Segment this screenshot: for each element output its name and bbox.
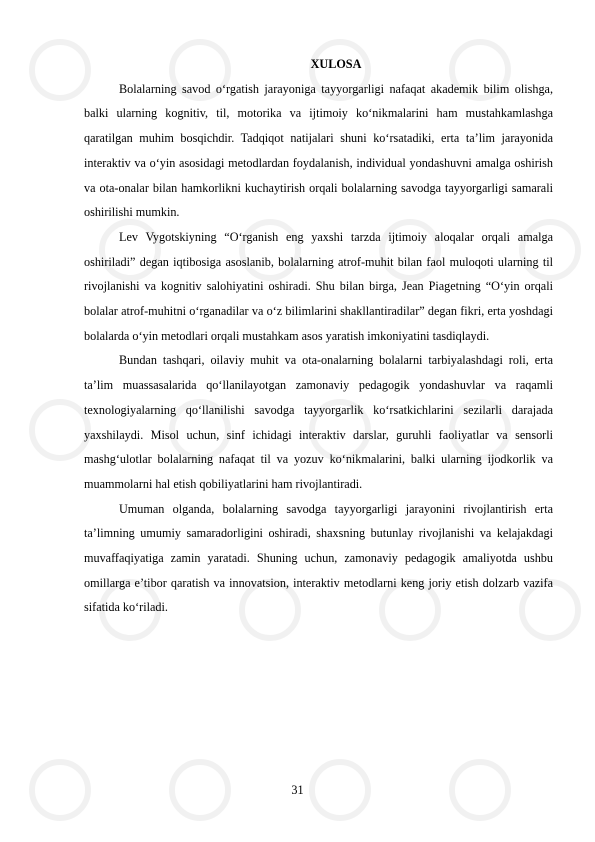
document-body	[84, 52, 553, 620]
paragraph-3: Bundan tashqari, oilaviy muhit va ota-onalarning bolalarni tarbiyalashdagi roli, erta ta’lim muassasalarida qo‘llanilayotgan zamonaviy pedagogik yondashuvlar va raqamli texnologiyalarning qo‘llanilishi savodga tayyorgarlik ko‘rsatkichlarini sezilarli darajada yaxshilaydi. Misol uchun, sinf ichidagi interaktiv darslar, guruhli faoliyatlar va sensorli mashg‘ulotlar bolalarning nafaqat til va yozuv ko‘nikmalarini, balki ularning ijodkorlik va muammolarni hal etish qobiliyatlarini ham rivojlantiradi.	[84, 353, 553, 491]
paragraph-1: Bolalarning savod o‘rgatish jarayoniga tayyorgarligi nafaqat akademik bilim olishga, balki ularning kognitiv, til, motorika va ijtimoiy ko‘nikmalarini ham mustahkamlashga qaratilgan muhim bosqichdir. Tadqiqot natijalari shuni ko‘rsatadiki, erta ta’lim jarayonida interaktiv va o‘yin asosidagi metodlardan foydalanish, individual yondashuvni amalga oshirish va ota-onalar bilan hamkorlikni kuchaytirish orqali bolalarning savodga tayyorgarligi samarali oshirilishi mumkin.	[84, 81, 553, 220]
page-number: 31	[291, 783, 304, 797]
paragraph-4: Umuman olganda, bolalarning savodga tayyorgarligi jarayonini rivojlantirish erta ta’limning umumiy samaradorligini oshiradi, shaxsning butunlay rivojlanishi va kelajakdagi muvaffaqiyatiga zamin yaratadi. Shuning uchun, zamonaviy pedagogik amaliyotda ushbu omillarga e’tibor qaratish va innovatsion, interaktiv metodlarni keng joriy etish dolzarb vazifa sifatida ko‘riladi.	[84, 501, 553, 615]
section-heading: XULOSA	[310, 57, 362, 71]
paragraph-2: Lev Vygotskiyning “O‘rganish eng yaxshi tarzda ijtimoiy aloqalar orqali amalga oshiriladi” degan iqtibosiga asoslanib, bolalarning atrof-muhit bilan faol muloqoti ularning til rivojlanishi va kognitiv salohiyatini oshiradi. Shu bilan birga, Jean Piagetning “O‘yin orqali bolalar atrof-muhitni o‘rganadilar va o‘z bilimlarini shakllantiradilar” degan fikri, erta yoshdagi bolalarda o‘yin metodlari orqali mustahkam asos yaratish imkoniyatini tasdiqlaydi.	[84, 229, 553, 343]
